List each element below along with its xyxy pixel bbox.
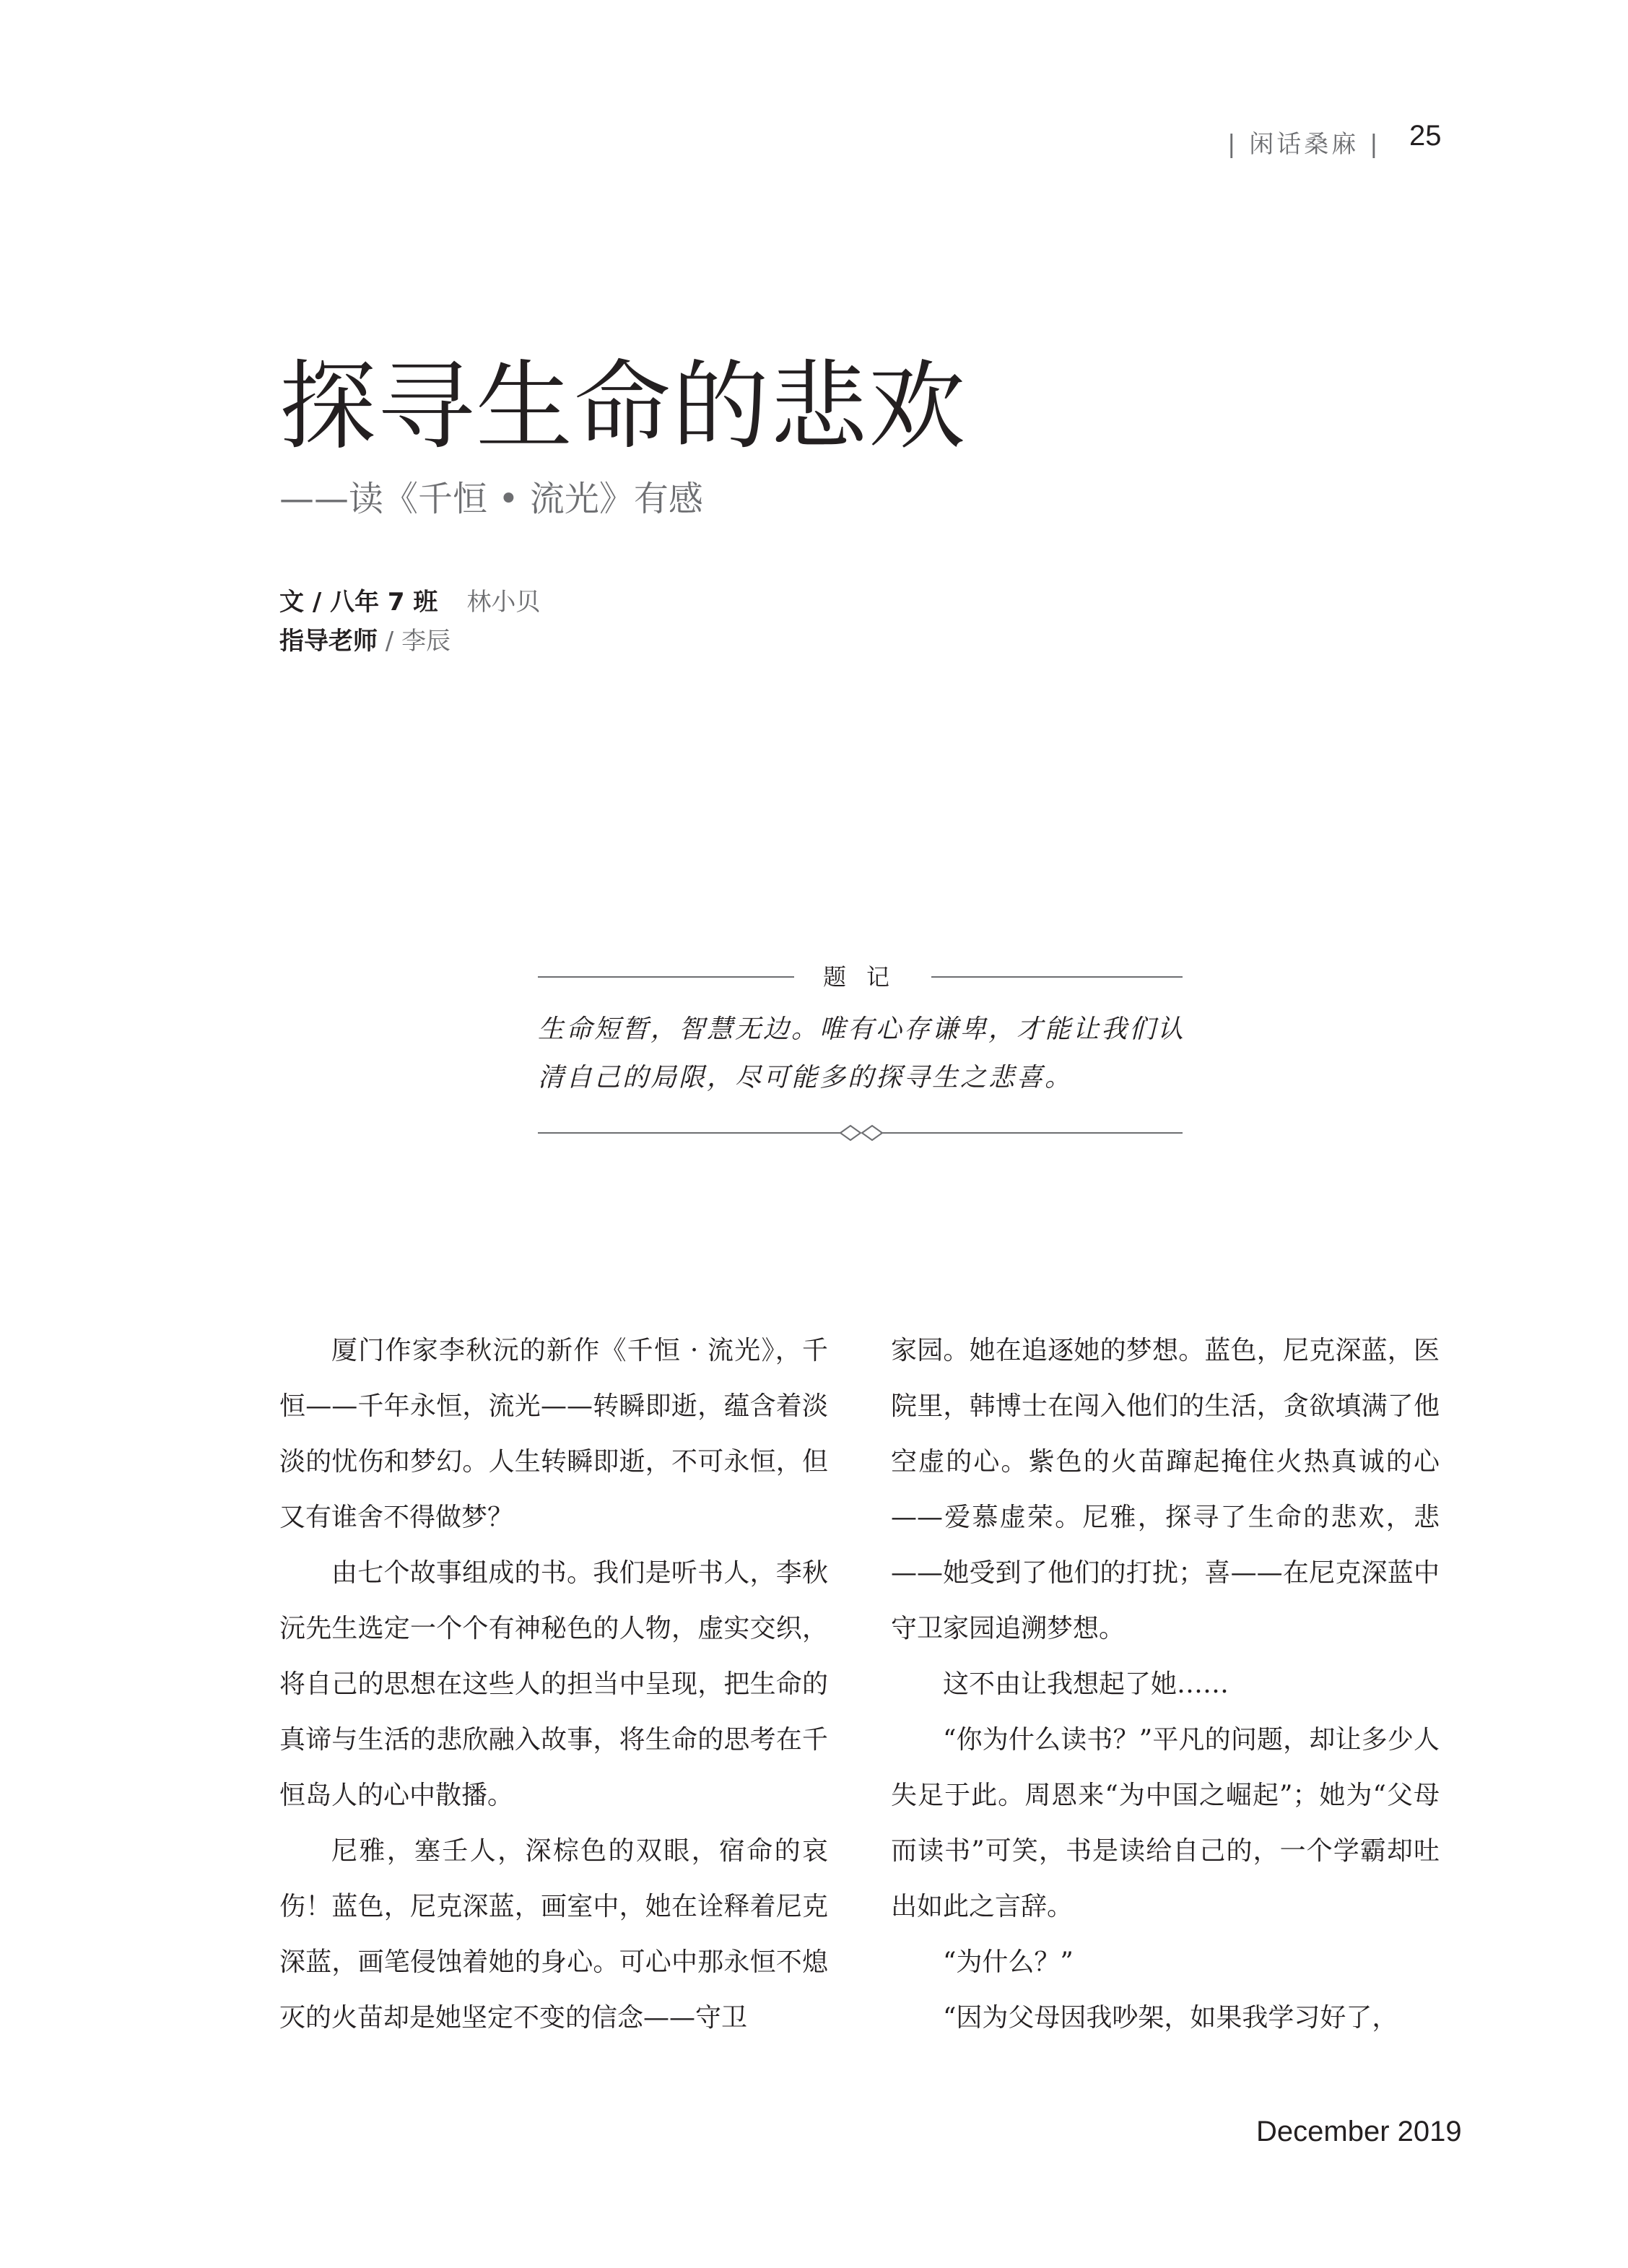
article-subtitle: ——读《千恒 • 流光》有感 xyxy=(279,479,703,519)
paragraph: “为什么？” xyxy=(943,1947,1074,1977)
epigraph-top-rule-left xyxy=(538,976,794,978)
epigraph-text: 生命短暂，智慧无边。唯有心存谦卑，才能让我们认清自己的局限，尽可能多的探寻生之悲喜。 xyxy=(538,1014,1186,1092)
epigraph-bottom-rule-right xyxy=(881,1132,1183,1134)
paragraph: 由七个故事组成的书。我们是听书人，李秋沅先生选定一个个有神秘色的人物，虚实交织，将自己的思想在这些人的担当中呈现，把生命的真谛与生活的悲欣融入故事，将生命的思考在千恒岛人的心中散播。 xyxy=(279,1558,828,1810)
diamond-ornament-icon xyxy=(837,1124,885,1142)
paragraph: “因为父母因我吵架，如果我学习好了， xyxy=(943,2003,1398,2033)
paragraph-continuation: 家园。她在追逐她的梦想。蓝色，尼克深蓝，医院里，韩博士在闯入他们的生活，贪欲填满了他空虚的心。紫色的火苗蹿起掩住火热真诚的心——爱慕虚荣。尼雅，探寻了生命的悲欢，悲——她受到了他们的打扰；喜——在尼克深蓝中守卫家园追溯梦想。 xyxy=(891,1336,1440,1643)
article-title: 探寻生命的悲欢 xyxy=(279,350,967,463)
teacher-byline xyxy=(279,621,450,656)
author-name: 林小贝 xyxy=(466,588,541,617)
section-header: | 闲话桑麻 | xyxy=(1227,130,1381,159)
author-byline xyxy=(279,582,540,617)
teacher-separator: / xyxy=(378,627,402,656)
epigraph-top-rule-right xyxy=(931,976,1183,978)
body-column-left xyxy=(279,1323,828,2046)
teacher-name: 李辰 xyxy=(401,627,451,656)
page-number: 25 xyxy=(1409,120,1442,152)
paragraph: 这不由让我想起了她…… xyxy=(943,1669,1229,1699)
epigraph-heading: 题记 xyxy=(822,963,910,991)
teacher-label: 指导老师 xyxy=(279,627,378,656)
paragraph: 尼雅，塞壬人，深棕色的双眼，宿命的哀伤！蓝色，尼克深蓝，画室中，她在诠释着尼克深蓝，画笔侵蚀着她的身心。可心中那永恒不熄灭的火苗却是她坚定不变的信念——守卫 xyxy=(279,1836,828,2033)
paragraph: “你为什么读书？”平凡的问题，却让多少人失足于此。周恩来“为中国之崛起”；她为“父母而读书”可笑，书是读给自己的，一个学霸却吐出如此之言辞。 xyxy=(891,1725,1440,1921)
footer-date: December 2019 xyxy=(1256,2116,1462,2147)
paragraph: 厦门作家李秋沅的新作《千恒 · 流光》，千恒——千年永恒，流光——转瞬即逝，蕴含着淡淡的忧伤和梦幻。人生转瞬即逝，不可永恒，但又有谁舍不得做梦？ xyxy=(279,1336,828,1532)
body-column-right xyxy=(891,1323,1440,2046)
epigraph-bottom-rule-left xyxy=(538,1132,841,1134)
author-label: 文 / 八年 7 班 xyxy=(279,588,438,617)
